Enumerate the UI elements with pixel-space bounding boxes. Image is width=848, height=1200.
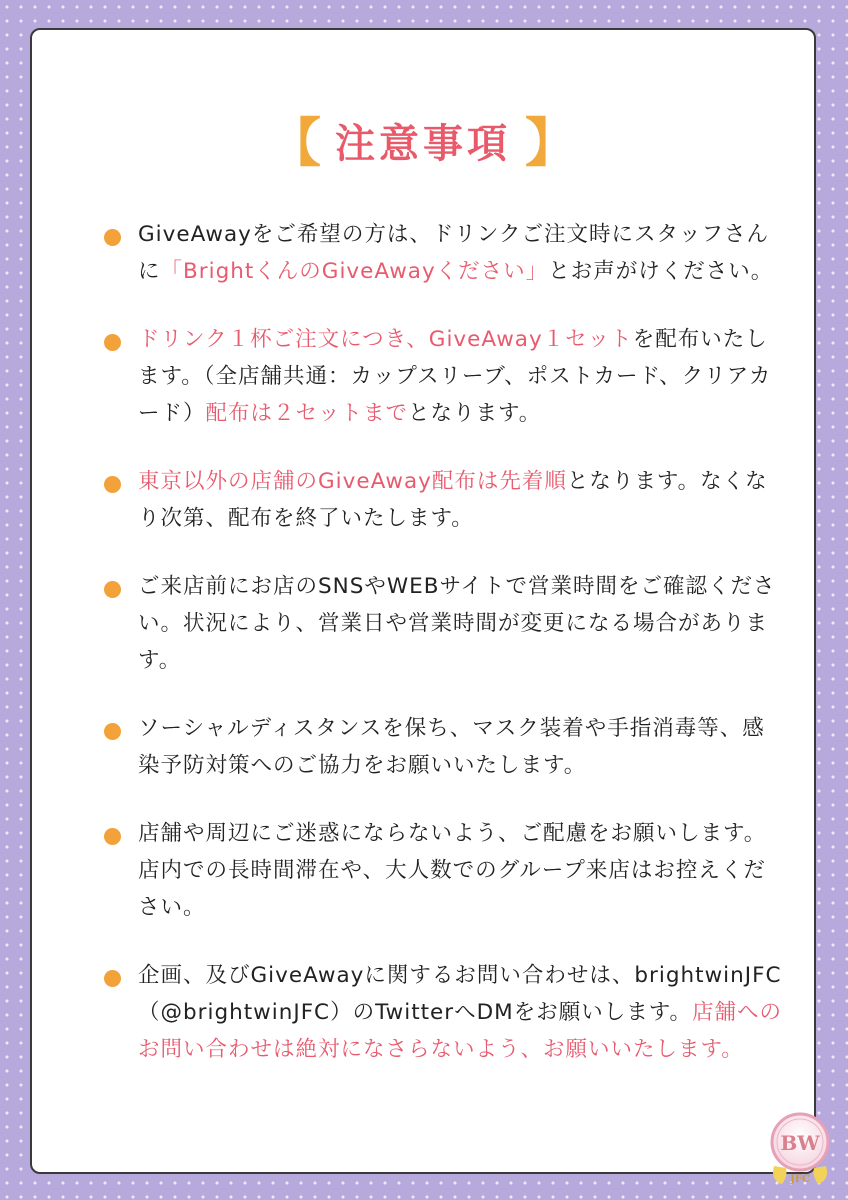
body-text: を配布いたします。（全店舗共通：カップスリーブ、ポストカード、クリアカード） — [138, 327, 772, 426]
notice-card — [30, 28, 816, 1174]
notice-item — [104, 463, 784, 537]
notice-item — [104, 568, 784, 679]
highlighted-text: ドリンク１杯ご注文につき、GiveAway１セット — [138, 327, 633, 352]
title-left-bracket: 【 — [268, 113, 321, 174]
notice-item — [104, 710, 784, 784]
bullet-icon — [104, 229, 121, 246]
logo-main-text: BW — [780, 1131, 820, 1155]
highlighted-text: 店舗へのお問い合わせは絶対になさらないよう、お願いいたします。 — [138, 1000, 783, 1062]
title-row — [32, 108, 814, 178]
logo-sub-text: JFC — [790, 1174, 810, 1185]
bullet-icon — [104, 970, 121, 987]
notice-item — [104, 815, 784, 926]
notice-item — [104, 321, 784, 432]
notice-text — [138, 568, 784, 679]
notice-text — [138, 216, 784, 290]
page-title: 注意事項 — [335, 120, 511, 167]
bullet-icon — [104, 476, 121, 493]
notice-text — [138, 463, 784, 537]
highlighted-text: 配布は２セットまで — [205, 401, 409, 426]
notice-list — [104, 216, 784, 1099]
bullet-icon — [104, 581, 121, 598]
body-text: 企画、及びGiveAwayに関するお問い合わせは、brightwinJFC（@brightwinJFC）のTwitterへDMをお願いします。 — [138, 963, 782, 1025]
body-text: とお声がけください。 — [548, 259, 774, 284]
body-text: ソーシャルディスタンスを保ち、マスク装着や手指消毒等、感染予防対策へのご協力をお願いいたします。 — [138, 716, 765, 778]
notice-item — [104, 216, 784, 290]
notice-item — [104, 957, 784, 1068]
notice-text — [138, 815, 784, 926]
highlighted-text: 東京以外の店舗のGiveAway配布は先着順 — [138, 469, 567, 494]
body-text: 店舗や周辺にご迷惑にならないよう、ご配慮をお願いします。店内での長時間滞在や、大人数でのグループ来店はお控えください。 — [138, 821, 767, 920]
body-text: となります。 — [408, 401, 542, 426]
body-text: ご来店前にお店のSNSやWEBサイトで営業時間をご確認ください。状況により、営業日や営業時間が変更になる場合があります。 — [138, 574, 776, 673]
notice-text — [138, 321, 784, 432]
notice-text — [138, 957, 784, 1068]
bullet-icon — [104, 723, 121, 740]
bw-jfc-logo — [768, 1110, 832, 1186]
body-text: となります。なくなり次第、配布を終了いたします。 — [138, 469, 768, 531]
bullet-icon — [104, 334, 121, 351]
title-right-bracket: 】 — [525, 113, 578, 174]
bullet-icon — [104, 828, 121, 845]
highlighted-text: 「BrightくんのGiveAwayください」 — [160, 259, 549, 284]
notice-text — [138, 710, 784, 784]
body-text: GiveAwayをご希望の方は、ドリンクご注文時にスタッフさんに — [138, 222, 769, 284]
